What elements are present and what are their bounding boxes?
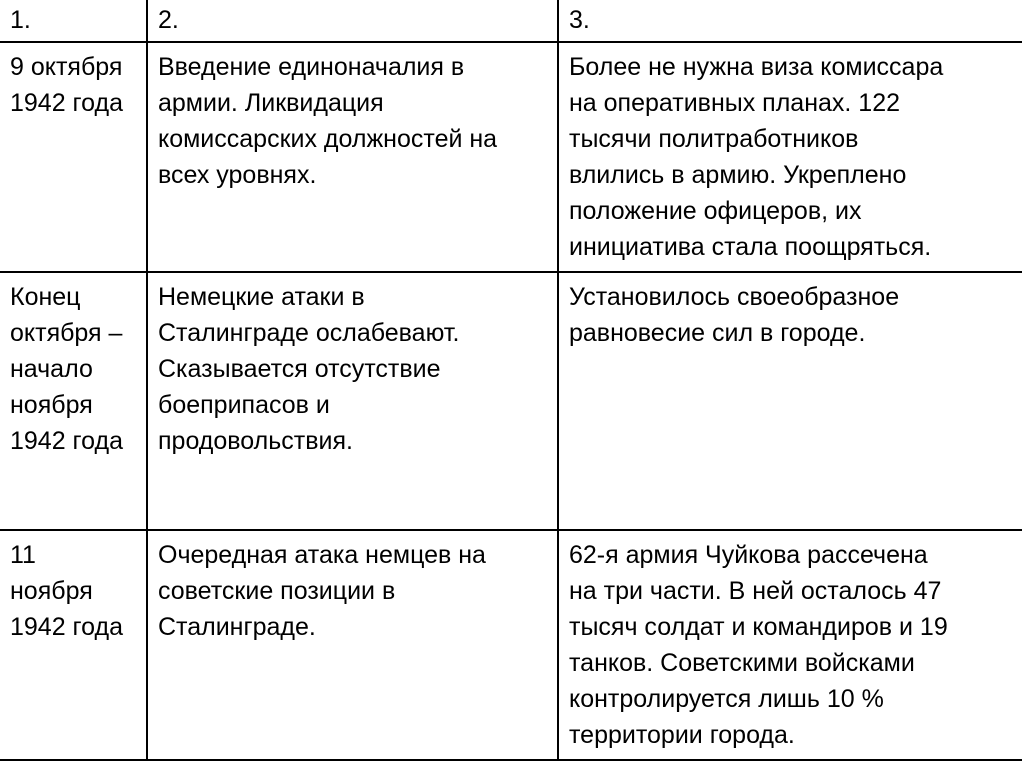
table-row <box>0 530 1022 760</box>
column-header-1: 1. <box>0 0 147 42</box>
column-header-3: 3. <box>558 0 1022 42</box>
date-cell: 9 октября 1942 года <box>0 42 147 272</box>
table-row <box>0 42 1022 272</box>
table-header-row <box>0 0 1022 42</box>
result-cell: 62-я армия Чуйкова рассечена на три части. В ней осталось 47 тысяч солдат и командиров и 19 танков. Советскими войсками контролируется лишь 10 % территории города. <box>558 530 1022 760</box>
date-cell: 11 ноября 1942 года <box>0 530 147 760</box>
event-cell: Введение единоначалия в армии. Ликвидация комиссарских должностей на всех уровнях. <box>147 42 558 272</box>
table-row <box>0 272 1022 530</box>
result-cell: Установилось своеобразное равновесие сил в городе. <box>558 272 1022 530</box>
result-cell: Более не нужна виза комиссара на оперативных планах. 122 тысячи политработников влились в армию. Укреплено положение офицеров, их инициатива стала поощряться. <box>558 42 1022 272</box>
event-cell: Очередная атака немцев на советские позиции в Сталинграде. <box>147 530 558 760</box>
event-cell: Немецкие атаки в Сталинграде ослабевают. Сказывается отсутствие боеприпасов и продовольствия. <box>147 272 558 530</box>
column-header-2: 2. <box>147 0 558 42</box>
date-cell: Конец октября – начало ноября 1942 года <box>0 272 147 530</box>
